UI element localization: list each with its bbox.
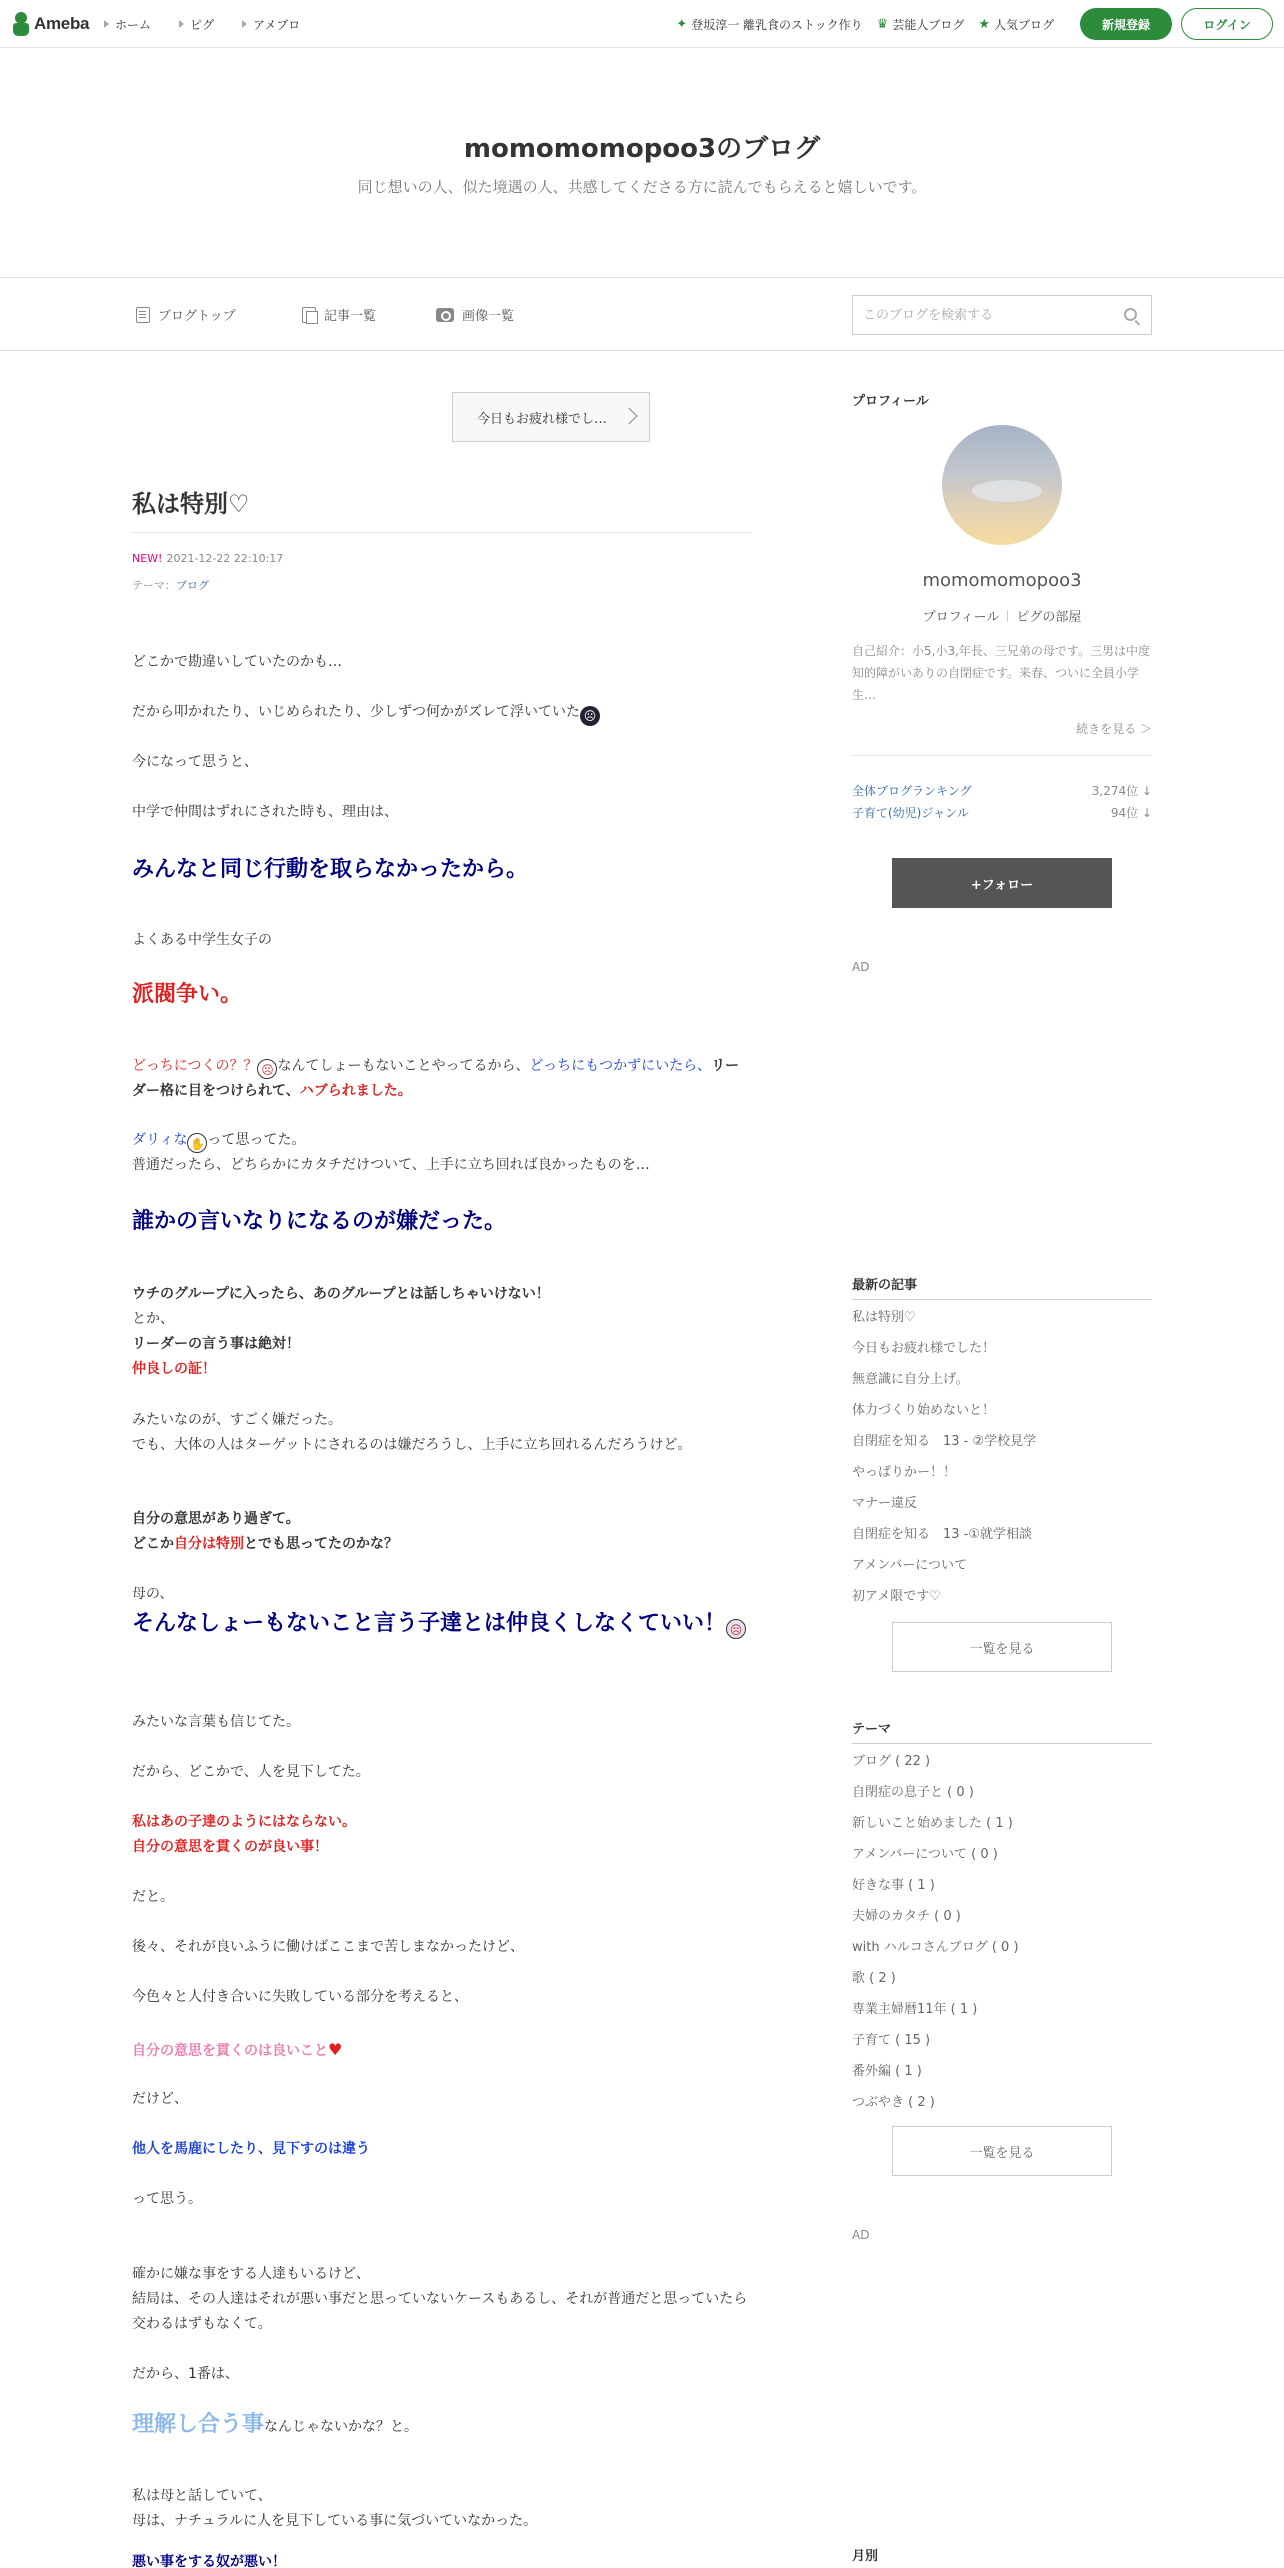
paragraph: 自分の意思があり過ぎて。 どこか自分は特別とでも思ってたのかな？ [132, 1511, 398, 1552]
nav-pigg[interactable] [179, 16, 214, 33]
paragraph: 私は母と話していて、 母は、ナチュラルに人を見下している事に気づいていなかった。 [132, 2488, 538, 2529]
paragraph: 今色々と人付き合いに失敗している部分を考えると、 [132, 1989, 468, 2005]
heart-icon: ♥ [328, 2040, 343, 2059]
prev-article-button[interactable] [452, 392, 650, 442]
blog-description: 同じ想いの人、似た境遇の人、共感してくださる方に読んでもらえると嬉しいです。 [357, 178, 927, 196]
header-links [676, 0, 1054, 48]
ad-label: AD [852, 960, 870, 974]
latest-item[interactable]: 自閉症を知る 13 -①就学相談 [852, 1527, 1033, 1542]
popular-blog-label: 人気ブログ [993, 17, 1054, 32]
paragraph: ダリィな ✋ って思ってた。 普通だったら、どちらかにカタチだけついて、上手に立ち回れば良かったものを… [132, 1132, 650, 1173]
theme-item[interactable]: 歌 ( 2 ) [852, 1971, 896, 1986]
paragraph: 中学で仲間はずれにされた時も、理由は、 [132, 804, 398, 820]
document-icon [136, 307, 150, 323]
latest-heading: 最新の記事 [852, 1274, 1152, 1300]
trending-link-label: 登坂淳一 離乳食のストック作り [691, 17, 863, 32]
blog-top-label: ブログトップ [158, 309, 236, 324]
blog-header [0, 48, 1284, 278]
angry-face-emoji-icon: ☹ [257, 1059, 277, 1079]
themes-see-all-button[interactable]: 一覧を見る [892, 2126, 1112, 2176]
star-icon: ★ [978, 16, 990, 32]
global-header [0, 0, 1284, 48]
camera-icon [436, 308, 454, 322]
nav-home[interactable] [104, 16, 151, 33]
image-list-label: 画像一覧 [462, 309, 515, 324]
article-datetime: 2021-12-22 22:10:17 [166, 552, 284, 565]
paragraph: だから、どこかで、人を見下してた。 [132, 1764, 370, 1780]
theme-prefix: テーマ： [132, 579, 176, 592]
theme-item[interactable]: ブログ ( 22 ) [852, 1754, 931, 1769]
latest-item[interactable]: マナー違反 [852, 1496, 918, 1511]
ad-label: AD [852, 2228, 870, 2242]
paragraph: 後々、それが良いふうに働けばここまで苦しまなかったけど、 [132, 1939, 524, 1955]
blog-top-link[interactable] [136, 305, 236, 324]
paragraph: 今になって思うと、 [132, 754, 258, 770]
themes-heading: テーマ [852, 1718, 1152, 1744]
popular-blog-link[interactable] [978, 16, 1054, 33]
latest-item[interactable]: 初アメ限です♡ [852, 1589, 941, 1604]
nav-home-label: ホーム [115, 17, 152, 32]
paragraph: だと。 [132, 1889, 174, 1905]
paragraph: どっちにつくの？？ ☹ なんてしょーもないことやってるから、どっちにもつかずにいたら、リーダー格に目をつけられて、ハブられました。 [132, 1058, 740, 1099]
paragraph: ウチのグループに入ったら、あのグループとは話しちゃいけない！ とか、 リーダーの言う事は絶対！ 仲良しの証！ [132, 1286, 550, 1377]
divider [1007, 610, 1008, 622]
trending-link[interactable] [676, 16, 862, 33]
profile-heading: プロフィール [852, 394, 929, 409]
latest-item[interactable]: 自閉症を知る 13 - ②学校見学 [852, 1434, 1037, 1449]
global-nav [104, 0, 300, 48]
paragraph: だけど、 [132, 2091, 188, 2107]
theme-item[interactable]: 夫婦のカタチ ( 0 ) [852, 1909, 961, 1924]
theme-item[interactable]: 新しいこと始めました ( 1 ) [852, 1816, 1013, 1831]
profile-intro: 自己紹介：小5,小3,年長、三兄弟の母です。三男は中度知的障がいありの自閉症です。来春、ついに全員小学生… [852, 644, 1150, 702]
search-icon[interactable] [1124, 308, 1137, 321]
emphasis-heading: みんなと同じ行動を取らなかったから。 [132, 857, 529, 882]
nav-pigg-label: ピグ [190, 17, 215, 32]
theme-item[interactable]: 子育て ( 15 ) [852, 2033, 931, 2048]
copy-icon [302, 307, 316, 323]
profile-link[interactable]: プロフィール [922, 610, 1000, 625]
angry-face-emoji-icon: ☹ [726, 1619, 746, 1639]
ranking-overall[interactable]: 全体ブログランキング 3,274位 ↓ [852, 784, 1152, 798]
ranking-genre[interactable]: 子育て(幼児)ジャンル 94位 ↓ [852, 806, 1152, 820]
sparkle-icon: ✦ [676, 16, 688, 32]
latest-item[interactable]: やっぱりかー！！ [852, 1465, 957, 1480]
theme-item[interactable]: 自閉症の息子と ( 0 ) [852, 1785, 974, 1800]
profile-links [852, 606, 1152, 625]
latest-item[interactable]: アメンバーについて [852, 1558, 968, 1573]
paragraph: どこかで勘違いしていたのかも… [132, 654, 342, 670]
hand-emoji-icon: ✋ [187, 1133, 207, 1153]
emphasis-heading: そんなしょーもないこと言う子達とは仲良くしなくていい！ ☹ [132, 1606, 752, 1642]
paragraph: みたいな言葉も信じてた。 [132, 1714, 300, 1730]
paragraph: だから、1番は、 [132, 2366, 239, 2382]
read-more-link[interactable]: 続きを見る ＞ [1076, 722, 1152, 736]
search-input[interactable] [853, 296, 1103, 334]
new-badge: NEW! [132, 552, 163, 565]
celebrity-blog-link[interactable] [877, 16, 965, 33]
theme-item[interactable]: 専業主婦暦11年 ( 1 ) [852, 2002, 978, 2017]
pigg-room-link[interactable]: ピグの部屋 [1016, 610, 1082, 625]
emphasis-heading: 派閥争い。 [132, 982, 243, 1007]
latest-item[interactable]: 私は特別♡ [852, 1310, 916, 1325]
article-title: 私は特別♡ [132, 490, 250, 518]
nav-ameblo[interactable] [242, 16, 300, 33]
ameba-logo[interactable] [12, 12, 89, 36]
theme-list [852, 1746, 1152, 2118]
paragraph: って思う。 [132, 2191, 202, 2207]
monthly-heading: 月別 [852, 2549, 879, 2564]
paragraph: だから叩かれたり、いじめられたり、少しずつ何かがズレて浮いていた ☹ [132, 700, 752, 726]
prev-article-label: 今日もお疲れ様でし… [477, 411, 608, 427]
article-meta [132, 552, 283, 565]
blog-search [852, 295, 1152, 335]
profile-name[interactable]: momomomopoo3 [922, 570, 1082, 591]
logo-text: Ameba [34, 14, 90, 33]
paragraph: 理解し合う事なんじゃないかな？と。 [132, 2412, 419, 2437]
face-emoji-icon: ☹ [580, 706, 600, 726]
theme-link[interactable]: ブログ [176, 579, 209, 592]
chevron-right-icon [179, 20, 184, 28]
latest-item[interactable]: 無意識に自分上げ。 [852, 1372, 969, 1387]
paragraph: 悪い事をする奴が悪い！ [132, 2554, 286, 2568]
article-list-link[interactable] [302, 305, 376, 324]
chevron-right-icon [621, 408, 638, 425]
login-button[interactable]: ログイン [1181, 8, 1273, 40]
follow-button[interactable]: +フォロー [892, 858, 1112, 908]
latest-item[interactable]: 体力づくり始めないと！ [852, 1403, 996, 1418]
avatar[interactable] [942, 425, 1062, 545]
celebrity-blog-label: 芸能人ブログ [892, 17, 965, 32]
theme-item[interactable]: with ハルコさんブログ ( 0 ) [852, 1940, 1019, 1955]
crown-icon: ♛ [876, 16, 889, 32]
article-theme [132, 577, 209, 593]
chevron-right-icon [104, 20, 109, 28]
paragraph: 他人を馬鹿にしたり、見下すのは違う [132, 2141, 370, 2157]
paragraph: 確かに嫌な事をする人達もいるけど、 結局は、その人達はそれが悪い事だと思っていないケースもあるし、それが普通だと思っていたら交わるはずもなくて。 [132, 2266, 748, 2332]
chevron-right-icon [242, 20, 247, 28]
theme-item[interactable]: 好きな事 ( 1 ) [852, 1878, 935, 1893]
latest-item[interactable]: 今日もお疲れ様でした！ [852, 1341, 996, 1356]
ameba-mascot-icon [12, 12, 30, 36]
blog-nav [0, 279, 1284, 351]
paragraph: 自分の意思を貫くのは良いこと♥ [132, 2040, 343, 2059]
blog-title[interactable]: momomomopoo3のブログ [463, 134, 821, 164]
latest-see-all-button[interactable]: 一覧を見る [892, 1622, 1112, 1672]
paragraph: 母の、 [132, 1586, 174, 1602]
paragraph: 私はあの子達のようにはならない。 自分の意思を貫くのが良い事！ [132, 1814, 356, 1855]
signup-button[interactable]: 新規登録 [1080, 8, 1172, 40]
latest-articles [852, 1302, 1152, 1612]
theme-item[interactable]: つぶやき ( 2 ) [852, 2095, 935, 2110]
emphasis-heading: 誰かの言いなりになるのが嫌だった。 [132, 1209, 507, 1234]
article-list-label: 記事一覧 [324, 309, 377, 324]
image-list-link[interactable] [436, 305, 514, 324]
paragraph: みたいなのが、すごく嫌だった。 でも、大体の人はターゲットにされるのは嫌だろうし、上手に立ち回れるんだろうけど。 [132, 1412, 692, 1453]
title-divider [132, 532, 752, 533]
nav-ameblo-label: アメブロ [253, 17, 301, 32]
theme-item[interactable]: 番外編 ( 1 ) [852, 2064, 922, 2079]
divider [852, 755, 1152, 756]
theme-item[interactable]: アメンバーについて ( 0 ) [852, 1847, 998, 1862]
paragraph: よくある中学生女子の [132, 932, 272, 948]
